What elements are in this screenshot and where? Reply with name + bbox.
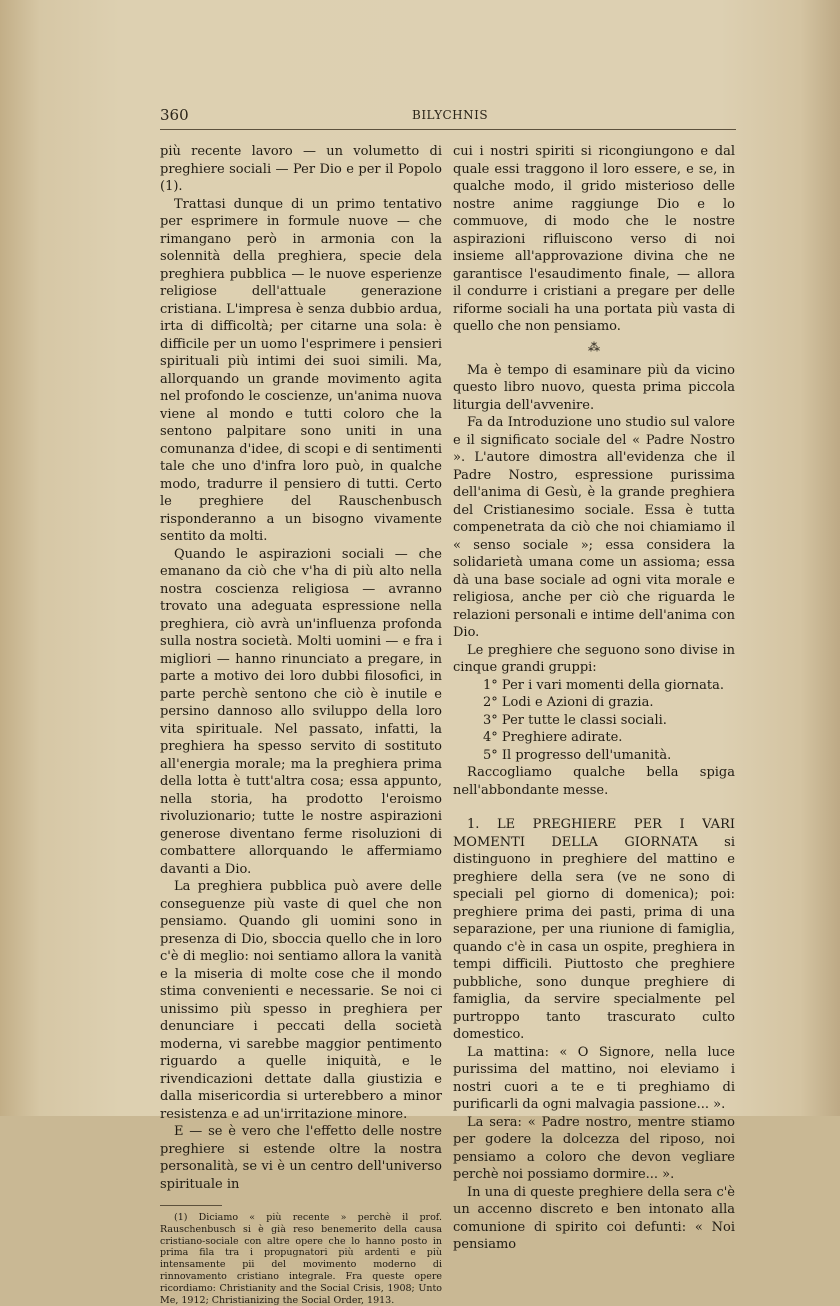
header-rule (160, 129, 736, 130)
footnote-rule (160, 1205, 222, 1206)
paragraph: cui i nostri spiriti si ricongiungono e dal quale essi traggono il loro essere, e se, in qualche modo, il grido misterioso delle nostre anime raggiunge Dio e lo commuove, di modo che le nostre aspirazioni rifluiscono verso di noi insieme all'approvazione divina che ne garantisce l'esaudimento finale, — allora il condurre i cristiani a pregare per delle riforme sociali ha una portata più vasta di quello che non pensiamo. (453, 144, 735, 334)
running-head: BILYCHNIS (412, 108, 489, 122)
left-column (160, 143, 442, 1306)
paragraph: Le preghiere che seguono sono divise in cinque grandi gruppi: (453, 642, 735, 675)
section-separator: ⁂ (588, 339, 600, 354)
paragraph: 1. LE PREGHIERE PER I VARI MOMENTI DELLA GIORNATA si distinguono in preghiere del mattino e preghiere della sera (ve ne sono di speciali pel giorno di domenica); poi: preghiere prima dei pasti, prima di una separazione, per una riunione di famiglia, quando c'è in casa un ospite, preghiera in tempi difficili. Piuttosto che preghiere pubbliche, sono dunque preghiere di famiglia, da servire specialmente pel purtroppo tanto trascurato culto domestico. (453, 817, 735, 1042)
paragraph: In una di queste preghiere della sera c'è un accenno discreto e ben intonato alla comunione di spirito coi defunti: « Noi pensiamo (453, 1184, 735, 1252)
list-item: 5° Il progresso dell'umanità. (483, 747, 672, 763)
paragraph: Ma è tempo di esaminare più da vicino questo libro nuovo, questa prima piccola liturgia dell'avvenire. (453, 362, 735, 413)
list-item: 3° Per tutte le classi sociali. (483, 712, 667, 728)
paragraph: La sera: « Padre nostro, mentre stiamo per godere la dolcezza del riposo, noi pensiamo a coloro che devon vegliare perchè noi possiamo dormire... ». (453, 1114, 735, 1182)
paragraph: più recente lavoro — un volumetto di preghiere sociali — Per Dio e per il Popolo (1). (160, 144, 442, 194)
group-list (453, 677, 735, 765)
list-item: 4° Preghiere adirate. (483, 730, 623, 745)
page-number: 360 (160, 106, 189, 124)
list-item: 2° Lodi e Azioni di grazia. (483, 695, 654, 710)
list-item: 1° Per i vari momenti della giornata. (483, 677, 725, 693)
paragraph: La preghiera pubblica può avere delle conseguenze più vaste di quel che non pensiamo. Quando gli uomini sono in presenza di Dio, sboccia quello che in loro c'è di meglio: noi sentiamo allora la vanità e la miseria di molte cose che il mondo stima convenienti e necessarie. Se noi ci unissimo più spesso in preghiera per denunciare i peccati della società moderna, vi sarebbe maggior pentimento riguardo a quelle iniquità, e le rivendicazioni dettate dalla giustizia e dalla misericordia si urterebbero a minor resistenza e ad un'irritazione minore. (160, 879, 442, 1122)
paragraph: Fa da Introduzione uno studio sul valore e il significato sociale del « Padre Nostro ». L'autore dimostra all'evidenza che il Padre Nostro, espressione purissima dell'anima di Gesù, è la grande preghiera del Cristianesimo sociale. Essa è tutta compenetrata da ciò che noi chiamiamo il « senso sociale »; essa considera la solidarietà umana come un assioma; essa dà una base sociale ad ogni vita morale e religiosa, anche per ciò che riguarda le relazioni personali e intime dell'anima con Dio. (453, 415, 735, 640)
paragraph: Quando le aspirazioni sociali — che emanano da ciò che v'ha di più alto nella nostra coscienza religiosa — avranno trovato una adeguata espressione nella preghiera, ciò avrà un'influenza profonda sulla nostra società. Molti uomini — e fra i migliori — hanno rinunciato a pregare, in parte a motivo dei loro dubbi filosofici, in parte perchè sentono che ciò è inutile e persino dannoso allo sviluppo della loro vita spirituale. Nel passato, infatti, la preghiera ha spesso servito di sostituto all'energia morale; ma la preghiera prima della lotta è tutt'altra cosa; essa appunto, nella storia, ha prodotto l'eroismo rivoluzionario; tutte le nostre aspirazioni generose diventano ferme risoluzioni di combattere allorquando le affermiamo davanti a Dio. (160, 546, 442, 877)
right-column (453, 143, 735, 1254)
paragraph: Raccogliamo qualche bella spiga nell'abbondante messe. (453, 765, 735, 798)
paragraph: La mattina: « O Signore, nella luce purissima del mattino, noi eleviamo i nostri cuori a te e ti preghiamo di purificarli da ogni malvagia passione... ». (453, 1044, 735, 1112)
spacer (453, 799, 735, 816)
paragraph: Trattasi dunque di un primo tentativo per esprimere in formule nuove — che rimangano però in armonia con la solennità della preghiera, specie dela preghiera pubblica — le nuove esperienze religiose dell'attuale generazione cristiana. L'impresa è senza dubbio ardua, irta di difficoltà; per citarne una sola: è difficile per un uomo l'esprimere i pensieri spirituali più intimi dei suoi simili. Ma, allorquando un grande movimento agita nel profondo le coscienze, un'anima nuova viene al mondo e tutti coloro che la sentono palpitare sono uniti in una comunanza d'idee, di scopi e di sentimenti tale che uno d'infra loro può, in qualche modo, tradurre il pensiero di tutti. Certo le preghiere del Rauschenbusch risponderanno a un bisogno vivamente sentito da molti. (160, 196, 442, 544)
footnote: (1) Diciamo « più recente » perchè il prof. Rauschenbusch si è già reso benemerito della causa cristiano-sociale con altre opere che lo hanno posto in prima fila tra i propugnatori più ardenti e più intensamente pii del movimento moderno di rinnovamento cristiano integrale. Fra queste opere ricordiamo: Christianity and the Social Crisis, 1908; Unto Me, 1912; Christianizing the Social Order, 1913. (160, 1212, 442, 1306)
paragraph: E — se è vero che l'effetto delle nostre preghiere si estende oltre la nostra personalità, se vi è un centro dell'universo spirituale in (160, 1124, 442, 1192)
